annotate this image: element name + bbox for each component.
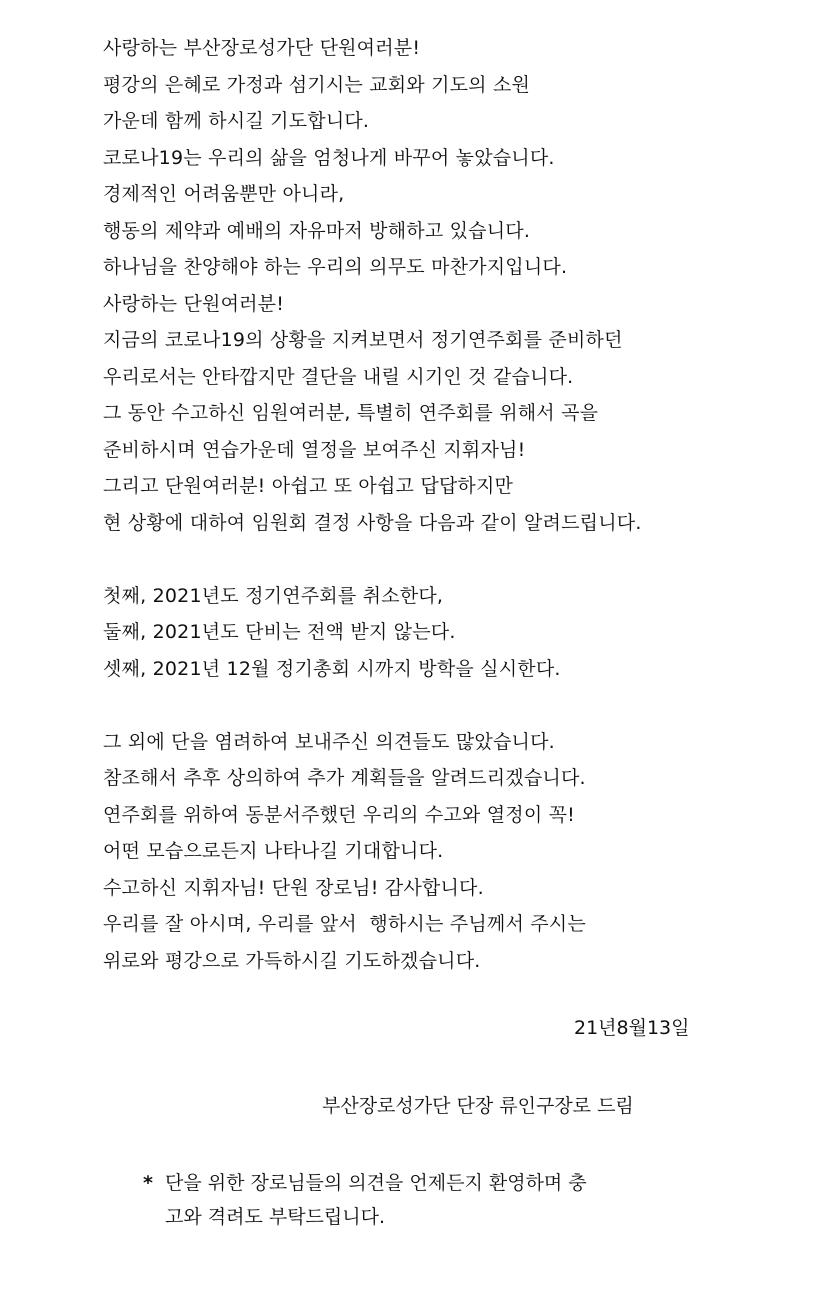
letter-line: 위로와 평강으로 가득하시길 기도하겠습니다. <box>103 949 481 972</box>
letter-line: 행동의 제약과 예배의 자유마저 방해하고 있습니다. <box>103 219 531 242</box>
letter-line: 그 외에 단을 염려하여 보내주신 의견들도 많았습니다. <box>103 730 555 753</box>
letter-line: 사랑하는 부산장로성가단 단원여러분! <box>103 37 421 59</box>
footnote-text: 고와 격려도 부탁드립니다. <box>165 1206 386 1228</box>
letter-line: 지금의 코로나19의 상황을 지켜보면서 정기연주회를 준비하던 <box>103 329 623 351</box>
letter-line: 그리고 단원여러분! 아쉽고 또 아쉽고 답답하지만 <box>103 475 514 497</box>
footnote-line <box>143 1200 703 1234</box>
letter-line: 현 상황에 대하여 임원회 결정 사항을 다음과 같이 알려드립니다. <box>103 511 642 534</box>
footnote-line <box>143 1166 703 1200</box>
letter-line: 어떤 모습으로든지 나타나길 기대합니다. <box>103 840 444 862</box>
letter-line: 참조해서 추후 상의하여 추가 계획들을 알려드리겠습니다. <box>103 767 586 789</box>
letter-line: 경제적인 어려움뿐만 아니라, <box>103 183 345 205</box>
letter-line: 하나님을 찬양해야 하는 우리의 의무도 마찬가지입니다. <box>103 256 568 278</box>
letter-line: 평강의 은혜로 가정과 섬기시는 교회와 기도의 소원 <box>103 73 531 96</box>
decision-item: 셋째, 2021년 12월 정기총회 시까지 방학을 실시한다. <box>103 657 561 680</box>
decision-item: 첫째, 2021년도 정기연주회를 취소한다, <box>103 584 444 607</box>
letter-body <box>103 30 793 979</box>
letter-line: 연주회를 위하여 동분서주했던 우리의 수고와 열정이 꼭! <box>103 803 575 826</box>
decision-item: 둘째, 2021년도 단비는 전액 받지 않는다. <box>103 621 456 643</box>
asterisk-icon: * <box>143 1172 153 1194</box>
letter-line: 사랑하는 단원여러분! <box>103 292 285 315</box>
footnote-text: 단을 위한 장로님들의 의견을 언제든지 환영하며 충 <box>165 1172 587 1194</box>
letter-line: 우리를 잘 아시며, 우리를 앞서 행하시는 주님께서 주시는 <box>103 913 586 935</box>
letter-line: 코로나19는 우리의 삶을 엄청나게 바꾸어 놓았습니다. <box>103 146 555 169</box>
letter-date: 21년8월13일 <box>574 1017 690 1039</box>
paragraph-spacer <box>103 541 793 578</box>
letter-line: 준비하시며 연습가운데 열정을 보여주신 지휘자님! <box>103 438 526 461</box>
letter-line: 가운데 함께 하시길 기도합니다. <box>103 110 370 132</box>
footnote <box>143 1166 703 1234</box>
paragraph-spacer <box>103 687 793 724</box>
letter-signature: 부산장로성가단 단장 류인구장로 드림 <box>322 1095 634 1117</box>
letter-line: 수고하신 지휘자님! 단원 장로님! 감사합니다. <box>103 876 484 899</box>
letter-line: 그 동안 수고하신 임원여러분, 특별히 연주회를 위해서 곡을 <box>103 402 599 424</box>
letter-line: 우리로서는 안타깝지만 결단을 내릴 시기인 것 같습니다. <box>103 365 574 388</box>
